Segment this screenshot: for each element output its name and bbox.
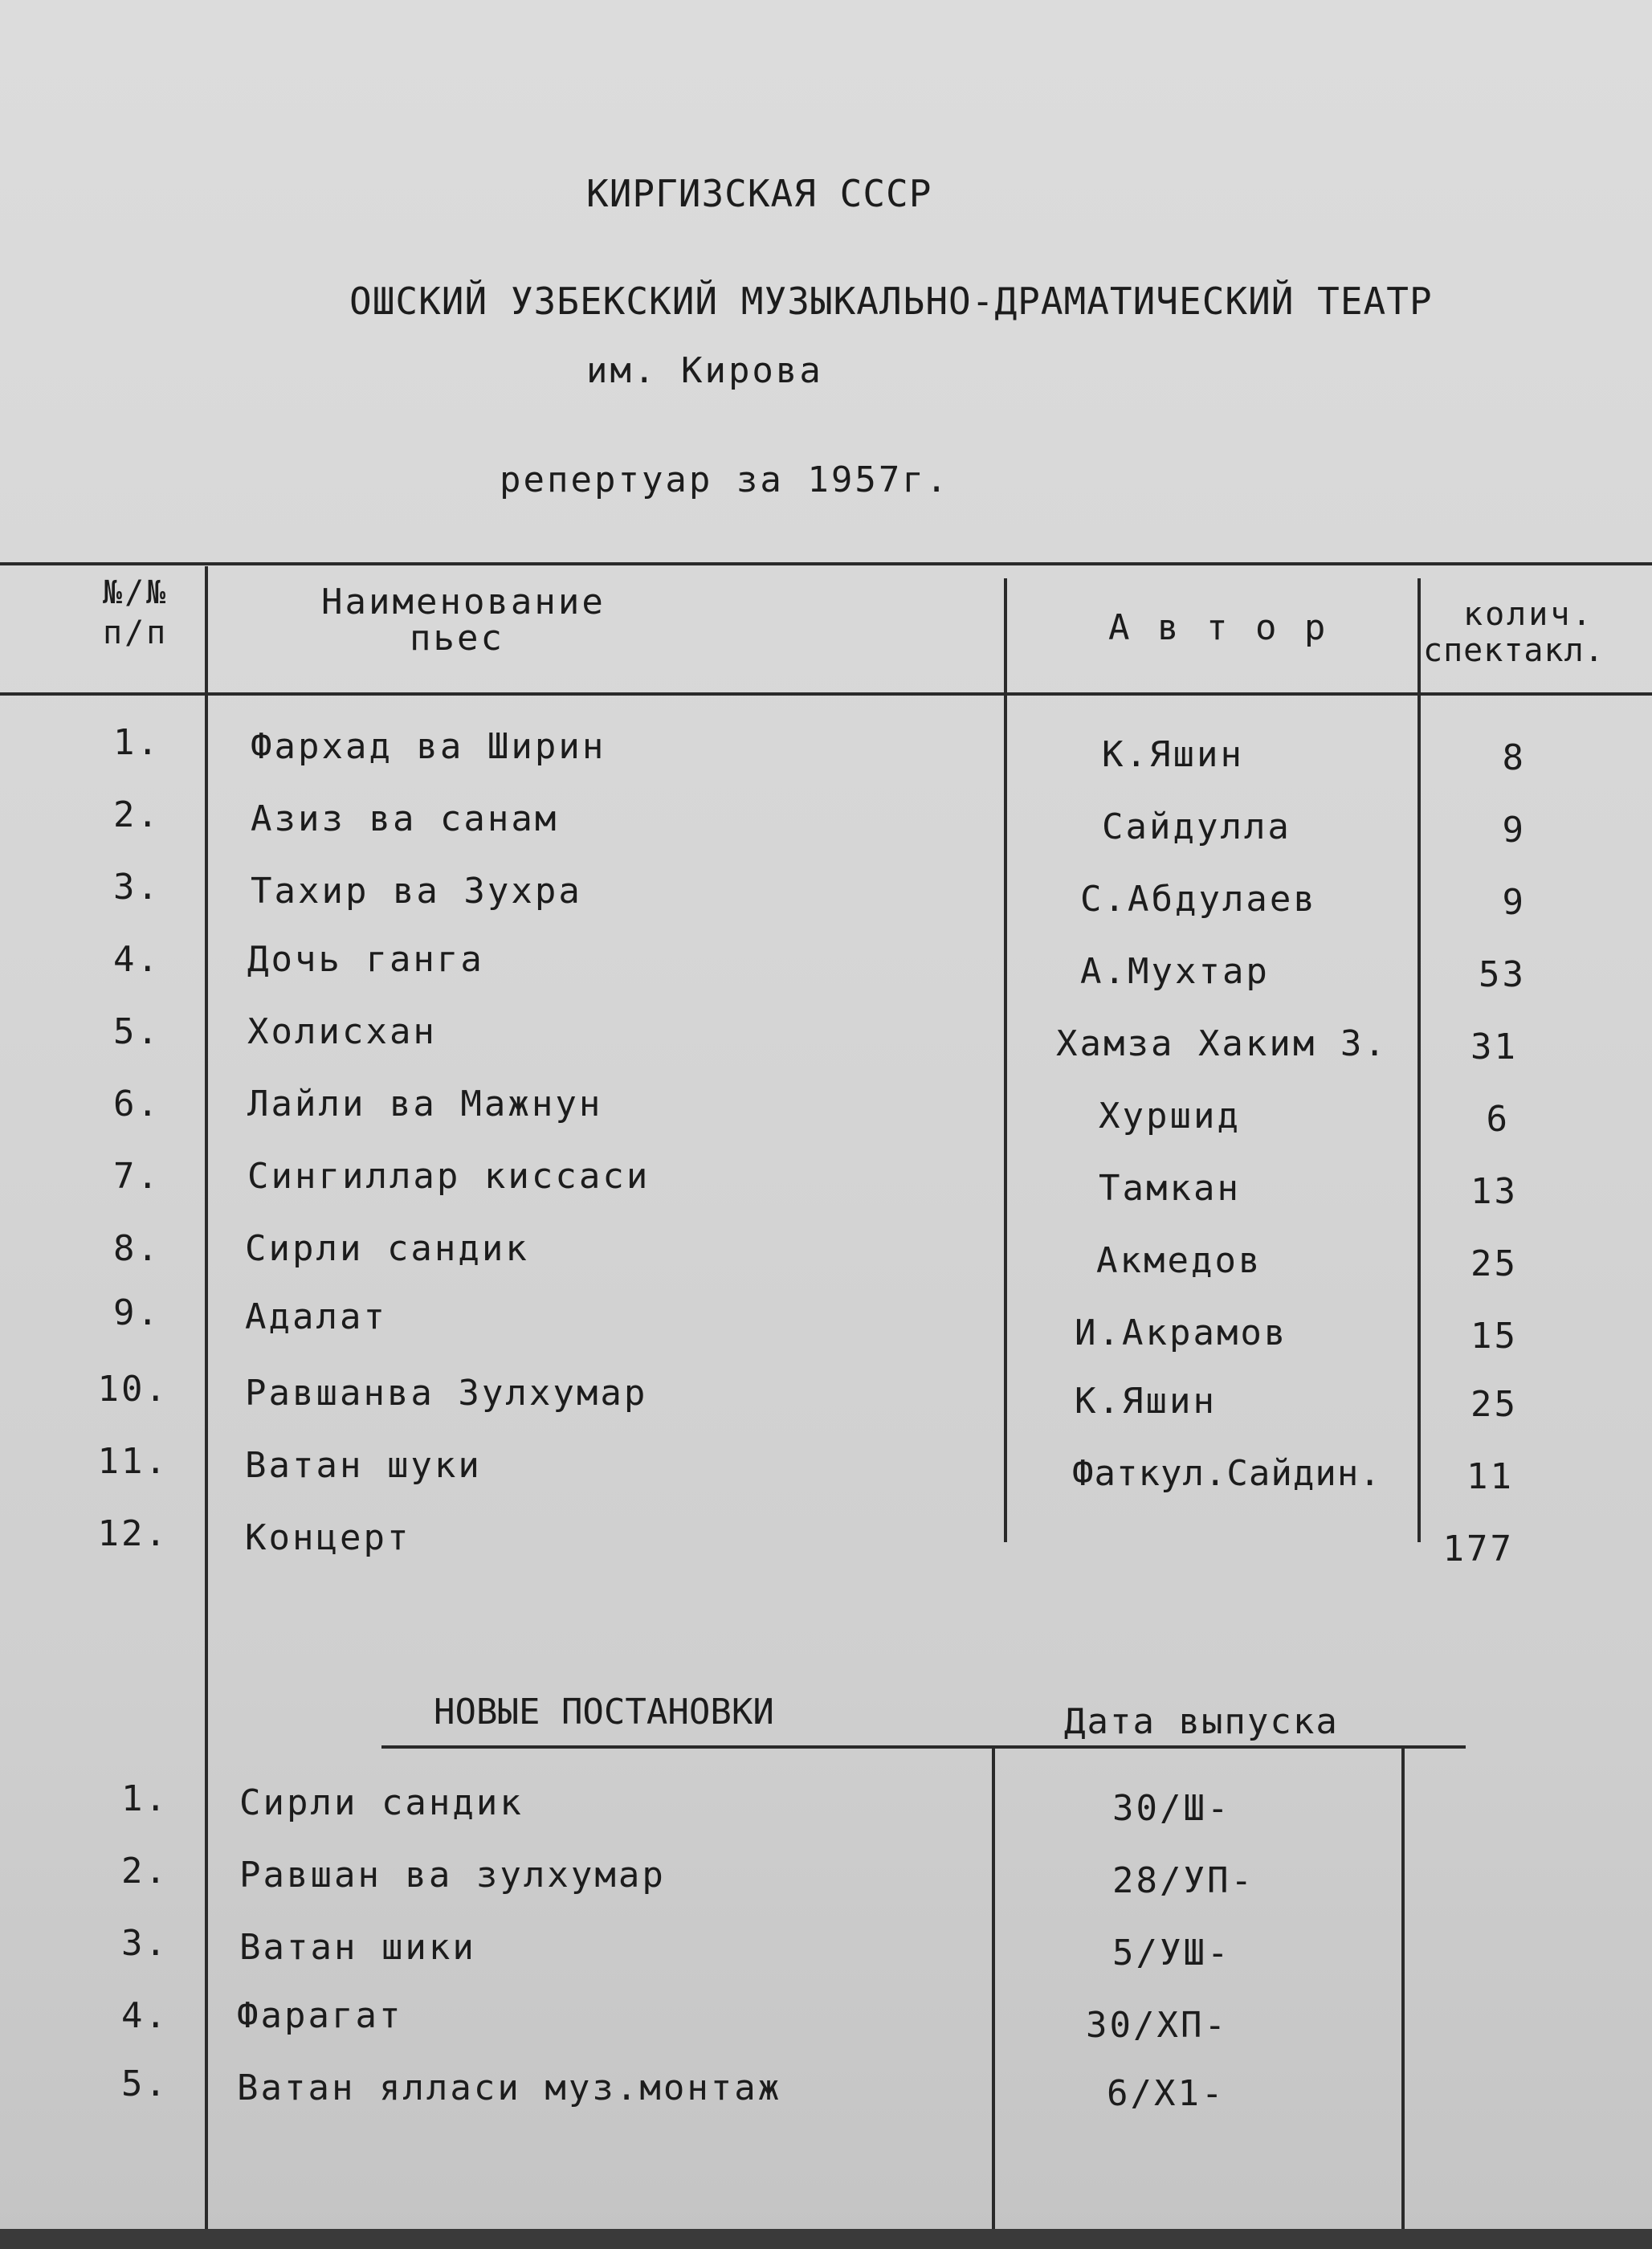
row-number: 11. [97,1441,169,1482]
performance-count: 31 [1470,1027,1518,1067]
play-title: Дочь ганга [247,939,484,980]
performance-count: 177 [1442,1529,1514,1569]
release-date-header: Дата выпуска [1064,1701,1339,1742]
play-title: Лайли ва Мажнун [247,1084,603,1124]
production-number: 2. [121,1851,169,1892]
performance-count: 25 [1470,1243,1518,1284]
row-number: 9. [113,1292,161,1333]
play-author: Хуршид [1099,1096,1241,1137]
play-title: Адалат [245,1296,387,1337]
col-header-count-line2: спектакл. [1423,632,1605,669]
col-header-count-line1: колич. [1463,596,1594,633]
play-author: Сайдулла [1102,806,1291,847]
column-divider-right [1401,1747,1405,2229]
col-header-title-line1: Наименование [321,582,606,622]
play-title: Тахир ва Зухра [251,871,582,912]
performance-count: 25 [1470,1384,1518,1425]
row-number: 4. [113,939,161,980]
play-title: Концерт [245,1517,411,1558]
production-title: Сирли сандик [239,1782,524,1823]
scan-edge-shadow [0,2229,1652,2249]
production-title: Фарагат [237,1995,403,2036]
performance-count: 11 [1466,1456,1514,1497]
table-header-separator [0,692,1652,696]
play-title: Сингиллар киссаси [247,1156,651,1197]
col-header-number-line1: №/№ [103,574,169,611]
play-title: Равшанва Зулхумар [245,1373,648,1414]
performance-count: 53 [1479,954,1526,995]
column-divider-author [1004,578,1007,1542]
new-productions-underline [381,1745,1466,1749]
play-author: Тамкан [1099,1168,1241,1209]
production-title: Ватан шики [239,1927,476,1968]
republic-title: КИРГИЗСКАЯ СССР [586,172,932,215]
repertoire-subtitle: репертуар за 1957г. [500,459,950,500]
production-number: 4. [121,1995,169,2036]
production-number: 1. [121,1778,169,1819]
production-number: 5. [121,2063,169,2104]
play-author: К.Яшин [1075,1381,1217,1422]
column-divider-count [1417,578,1421,1542]
release-date: 30/Ш- [1112,1788,1231,1829]
table-top-border [0,562,1652,565]
theatre-title: ОШСКИЙ УЗБЕКСКИЙ МУЗЫКАЛЬНО-ДРАМАТИЧЕСКИЙ ТЕАТР [349,280,1433,323]
performance-count: 9 [1502,882,1526,923]
performance-count: 13 [1470,1171,1518,1212]
named-after: им. Кирова [586,350,823,391]
column-divider-date [992,1747,995,2229]
release-date: 5/УШ- [1112,1933,1231,1973]
play-author: К.Яшин [1102,734,1244,775]
release-date: 28/УП- [1112,1860,1254,1901]
release-date: 6/X1- [1107,2073,1226,2114]
play-title: Ватан шуки [245,1445,482,1486]
row-number: 6. [113,1084,161,1124]
row-number: 12. [97,1513,169,1554]
performance-count: 15 [1470,1316,1518,1357]
performance-count: 9 [1502,810,1526,851]
new-productions-heading: НОВЫЕ ПОСТАНОВКИ [434,1692,774,1733]
play-author: А.Мухтар [1080,951,1270,992]
row-number: 2. [113,794,161,835]
column-divider-number [205,566,208,2229]
play-title: Фархад ва Ширин [251,726,606,767]
row-number: 8. [113,1228,161,1269]
row-number: 3. [113,867,161,908]
row-number: 1. [113,722,161,763]
col-header-author: А в т о р [1108,607,1329,648]
row-number: 10. [97,1369,169,1410]
play-author: С.Абдулаев [1080,879,1317,920]
release-date: 30/XП- [1086,2005,1228,2046]
col-header-number-line2: п/п [103,614,169,651]
col-header-title-line2: пьес [410,618,504,659]
production-title: Равшан ва зулхумар [239,1855,666,1896]
play-author: И.Акрамов [1075,1312,1288,1353]
play-title: Холисхан [247,1011,437,1052]
performance-count: 8 [1502,737,1526,778]
row-number: 7. [113,1156,161,1197]
row-number: 5. [113,1011,161,1052]
play-author: Акмедов [1096,1240,1262,1281]
play-title: Сирли сандик [245,1228,529,1269]
performance-count: 6 [1486,1099,1510,1140]
production-title: Ватан ялласи муз.монтаж [237,2067,782,2108]
play-author: Фаткул.Сайдин. [1072,1453,1381,1494]
production-number: 3. [121,1923,169,1964]
play-author: Хамза Хаким З. [1056,1023,1388,1064]
play-title: Азиз ва санам [251,798,559,839]
